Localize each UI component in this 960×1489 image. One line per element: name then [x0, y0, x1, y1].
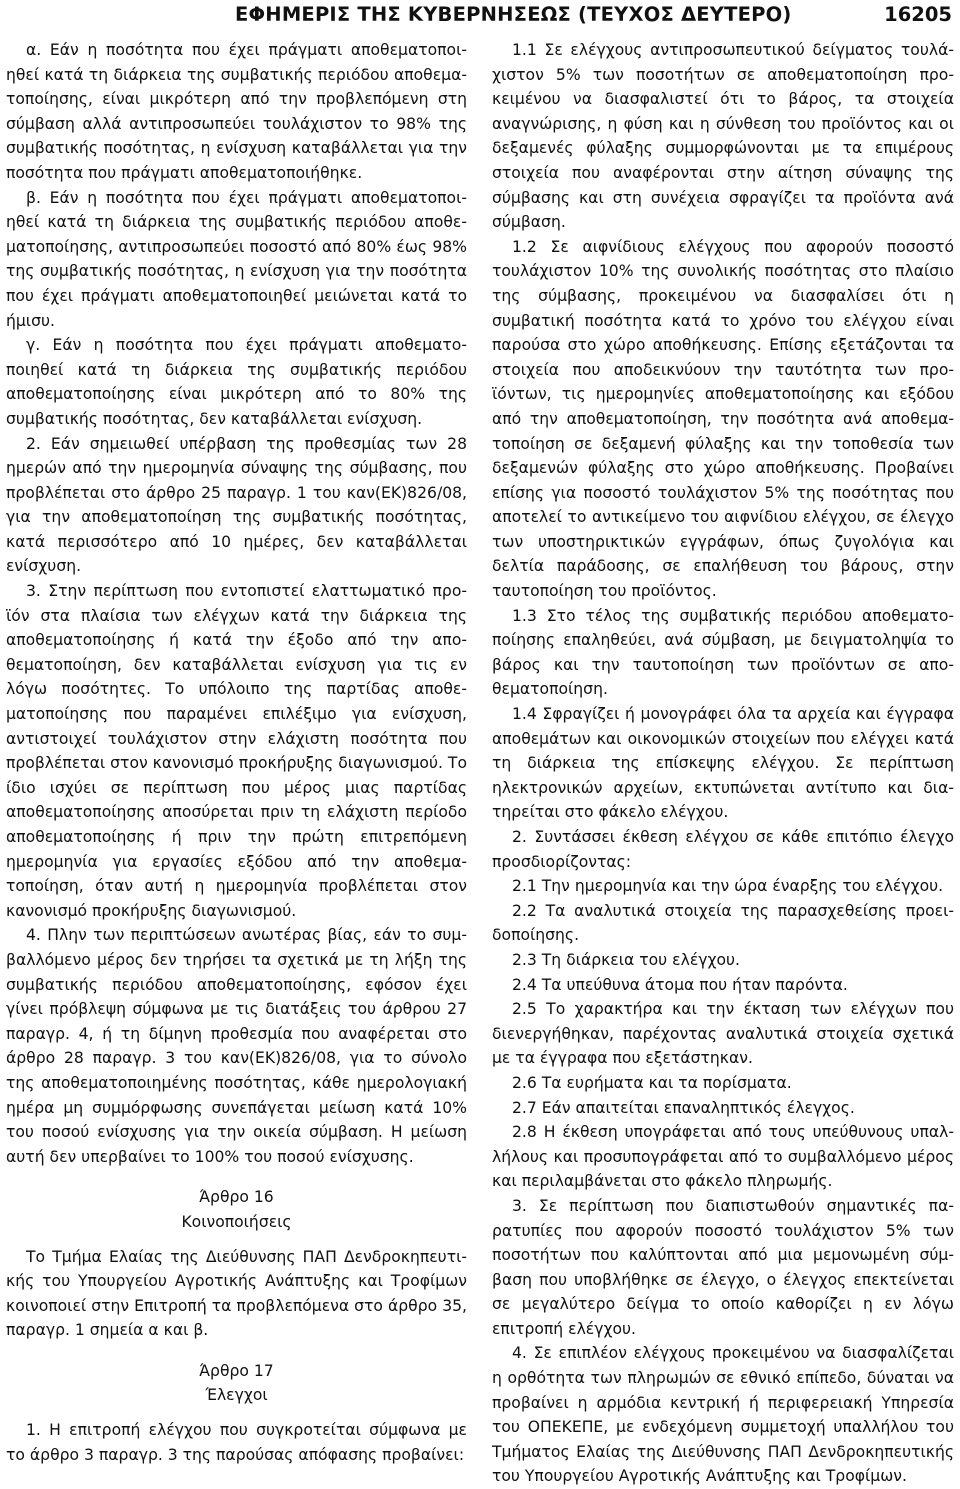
paragraph-2-5: 2.5 Το χαρακτήρα και την έκταση των ελέγχων που διενεργήθηκαν, παρέχοντας αναλυτικά στοιχεία σχετικά με τα έγγραφα που εξετάστηκαν. [492, 1000, 954, 1068]
paragraph-2-3: 2.3 Τη διάρκεια του ελέγχου. [512, 950, 740, 969]
paragraph-2-1: 2.1 Την ημερομηνία και την ώρα έναρξης του ελέγχου. [512, 877, 944, 896]
paragraph-4-additional-checks: 4. Σε επιπλέον ελέγχους προκειμένου να διασφαλίζεται η ορθότητα των πληρωμών σε εθνικό επίπεδο, δύναται να προβαίνει η αρμόδια κεντρική ή περιφερειακή Υπηρεσία του ΟΠΕΚΕΠΕ, με ενδεχόμενη συμμετοχή υπαλλήλου του Τμήματος Ελαίας της Διεύθυνσης ΠΑΠ Δενδροκηπευτικής του Υπουργείου Αγροτικής Ανάπτυξης και Τροφίμων. [492, 1344, 954, 1486]
paragraph-notifications: Το Τμήμα Ελαίας της Διεύθυνσης ΠΑΠ Δενδροκηπευτικής του Υπουργείου Αγροτικής Ανάπτυξης και Τροφίμων κοινοποιεί στην Επιτροπή τα προβλεπόμενα στο άρθρο 35, παραγρ. 1 σημεία α και β. [6, 1247, 467, 1340]
paragraph-2: 2. Εάν σημειωθεί υπέρβαση της προθεσμίας των 28 ημερών από την ημερομηνία σύναψης της σύμβασης, που προβλέπεται στο άρθρο 25 παραγρ. 1 του καν(ΕΚ)826/08, για την αποθεματοποίηση της συμβατικής ποσότητας, κατά περισσότερο από 10 ημέρες, δεν καταβάλλεται ενίσχυση. [6, 434, 467, 576]
article-17-subtitle: Έλεγχοι [205, 1386, 268, 1405]
paragraph-4: 4. Πλην των περιπτώσεων ανωτέρας βίας, εάν το συμβαλλόμενο μέρος δεν τηρήσει τα σχετικά με τη λήξη της συμβατικής περιόδου αποθεματοποίησης, εφόσον έχει γίνει πρόβλεψη σύμφωνα με τις διατάξεις του άρθρου 27 παραγρ. 4, ή τη δίμηνη προθεσμία που αναφέρεται στο άρθρο 28 παραγρ. 3 του καν(ΕΚ)826/08, για το σύνολο της αποθεματοποιημένης ποσότητας, κάθε ημερολογιακή ημέρα μη συμμόρφωσης συνεπάγεται μείωση κατά 10% του ποσού ενίσχυσης για την οικεία σύμβαση. Η μείωση αυτή δεν υπερβαίνει το 100% του ποσού ενίσχυσης. [6, 926, 467, 1166]
paragraph-2-report: 2. Συντάσσει έκθεση ελέγχου σε κάθε επιτόπιο έλεγχο προσδιορίζοντας: [492, 828, 954, 871]
paragraph-2-2: 2.2 Τα αναλυτικά στοιχεία της παρασχεθείσης προειδοποίησης. [492, 901, 954, 945]
paragraph-2-7: 2.7 Εάν απαιτείται επαναληπτικός έλεγχος. [512, 1098, 855, 1117]
article-17-title: Άρθρο 17 [199, 1361, 274, 1380]
paragraph-3: 3. Στην περίπτωση που εντοπιστεί ελαττωματικό προϊόν στα πλαίσια των ελέγχων κατά την διάρκεια της αποθεματοποίησης ή κατά την έξοδο από την αποθεματοποίηση, δεν καταβάλλεται ενίσχυση για τις εν λόγω ποσότητες. Το υπόλοιπο της παρτίδας αποθεματοποίησης που παραμένει επιλέξιμο για ενίσχυση, αντιστοιχεί τουλάχιστον στην ελάχιστη ποσότητα που προβλέπεται στον κανονισμό προκήρυξης διαγωνισμού. Το ίδιο ισχύει σε περίπτωση που μέρος μιας παρτίδας αποθεματοποίησης αποσύρεται πριν τη ελάχιστη περίοδο αποθεματοποίησης ή πριν την πρώτη επιτρεπόμενη ημερομηνία για εργασίες εξόδου από την αποθεματοποίηση, όταν αυτή η ημερομηνία προβλέπεται στον κανονισμό προκήρυξης διαγωνισμού. [6, 582, 467, 920]
page-number: 16205 [884, 3, 952, 26]
gazette-title: ΕΦΗΜΕΡΙΣ ΤΗΣ ΚΥΒΕΡΝΗΣΕΩΣ (ΤΕΥΧΟΣ ΔΕΥΤΕΡΟ) [235, 3, 792, 26]
paragraph-1-4: 1.4 Σφραγίζει ή μονογράφει όλα τα αρχεία και έγγραφα αποθεμάτων και οικονομικών στοιχείων που ελέγχει κατά τη διάρκεια της επίσκεψης ελέγχου. Σε περίπτωση ηλεκτρονικών αρχείων, εκτυπώνεται αντίτυπο και διατηρείται στο φάκελο ελέγχου. [492, 705, 954, 822]
paragraph-2-4: 2.4 Τα υπεύθυνα άτομα που ήταν παρόντα. [512, 975, 848, 994]
paragraph-gamma: γ. Εάν η ποσότητα που έχει πράγματι αποθεματοποιηθεί κατά τη διάρκεια της συμβατικής περιόδου αποθεματοποίησης είναι μικρότερη από το 80% της συμβατικής ποσότητας, δεν καταβάλλεται ενίσχυση. [6, 336, 467, 428]
paragraph-beta: β. Εάν η ποσότητα που έχει πράγματι αποθεματοποιηθεί κατά τη διάρκεια της συμβατικής περιόδου αποθεματοποίησης, αντιπροσωπεύει ποσοστό από 80% έως 98% της συμβατικής ποσότητας, η ενίσχυση για την ποσότητα που έχει πράγματι αποθεματοποιηθεί μειώνεται κατά το ήμισυ. [6, 188, 467, 330]
article-16-subtitle: Κοινοποιήσεις [181, 1212, 292, 1231]
paragraph-3-irregularities: 3. Σε περίπτωση που διαπιστωθούν σημαντικές παρατυπίες που αφορούν ποσοστό τουλάχιστον 5% των ποσοτήτων που καλύπτονται από μια μεμονωμένη σύμβαση που υποβλήθηκε σε έλεγχο, ο έλεγχος επεκτείνεται σε μεγαλύτερο δείγμα το οποίο καθορίζει η εν λόγω επιτροπή ελέγχου. [492, 1196, 954, 1338]
paragraph-alpha: α. Εάν η ποσότητα που έχει πράγματι αποθεματοποιηθεί κατά τη διάρκεια της συμβατικής περιόδου αποθεματοποίησης, είναι μικρότερη από την προβλεπόμενη στη σύμβαση αλλά αντιπροσωπεύει τουλάχιστον το 98% της συμβατικής ποσότητας, η ενίσχυση καταβάλλεται για την ποσότητα που πράγματι αποθεματοποιήθηκε. [6, 41, 467, 182]
right-column [492, 38, 954, 1489]
paragraph-2-8: 2.8 Η έκθεση υπογράφεται από τους υπεύθυνους υπαλλήλους και προσυπογράφεται από το συμβαλλόμενο μέρος και περιλαμβάνεται στο φάκελο πληρωμής. [492, 1123, 954, 1191]
article-16-title: Άρθρο 16 [199, 1188, 274, 1207]
paragraph-controls-1: 1. Η επιτροπή ελέγχου που συγκροτείται σύμφωνα με το άρθρο 3 παραγρ. 3 της παρούσας απόφασης προβαίνει: [6, 1421, 467, 1464]
paragraph-1-1: 1.1 Σε ελέγχους αντιπροσωπευτικού δείγματος τουλάχιστον 5% των ποσοτήτων σε αποθεματοποίηση προκειμένου να διασφαλιστεί ότι το βάρος, τα στοιχεία αναγνώρισης, η φύση και η σύνθεση του προϊόντος και οι δεξαμενές φύλαξης συμμορφώνονται με τα επιμέρους στοιχεία που αναφέρονται στην αίτηση σύναψης της σύμβασης και στη συνέχεια σφραγίζει τα προϊόντα ανά σύμβαση. [492, 41, 954, 232]
page-header [0, 0, 960, 30]
paragraph-1-3: 1.3 Στο τέλος της συμβατικής περιόδου αποθεματοποίησης επαληθεύει, ανά σύμβαση, με δειγματοληψία το βάρος και την ταυτοποίηση των προϊόντων σε αποθεματοποίηση. [492, 606, 954, 699]
left-column [6, 38, 467, 1467]
paragraph-2-6: 2.6 Τα ευρήματα και τα πορίσματα. [512, 1073, 792, 1092]
paragraph-1-2: 1.2 Σε αιφνίδιους ελέγχους που αφορούν ποσοστό τουλάχιστον 10% της συνολικής ποσότητας στο πλαίσιο της σύμβασης, προκειμένου να διασφαλίσει ότι η συμβατική ποσότητα κατά το χρόνο του ελέγχου είναι παρούσα στο χώρο αποθήκευσης. Επίσης εξετάζονται τα στοιχεία που αποδεικνύουν την ταυτότητα των προϊόντων, τις ημερομηνίες αποθεματοποίησης και εξόδου από την αποθεματοποίηση, την ποσότητα ανά αποθεματοποίηση σε δεξαμενή φύλαξης και την τοποθεσία των δεξαμενών φύλαξης στο χώρο αποθήκευσης. Προβαίνει επίσης για ποσοστό τουλάχιστον 5% της ποσότητας που αποτελεί το αντικείμενο του αιφνίδιου ελέγχου, σε έλεγχο των υποστηρικτικών εγγράφων, όπως ζυγολόγια και δελτία παράδοσης, σε επαλήθευση του βάρους, στην ταυτοποίηση του προϊόντος. [492, 237, 954, 601]
